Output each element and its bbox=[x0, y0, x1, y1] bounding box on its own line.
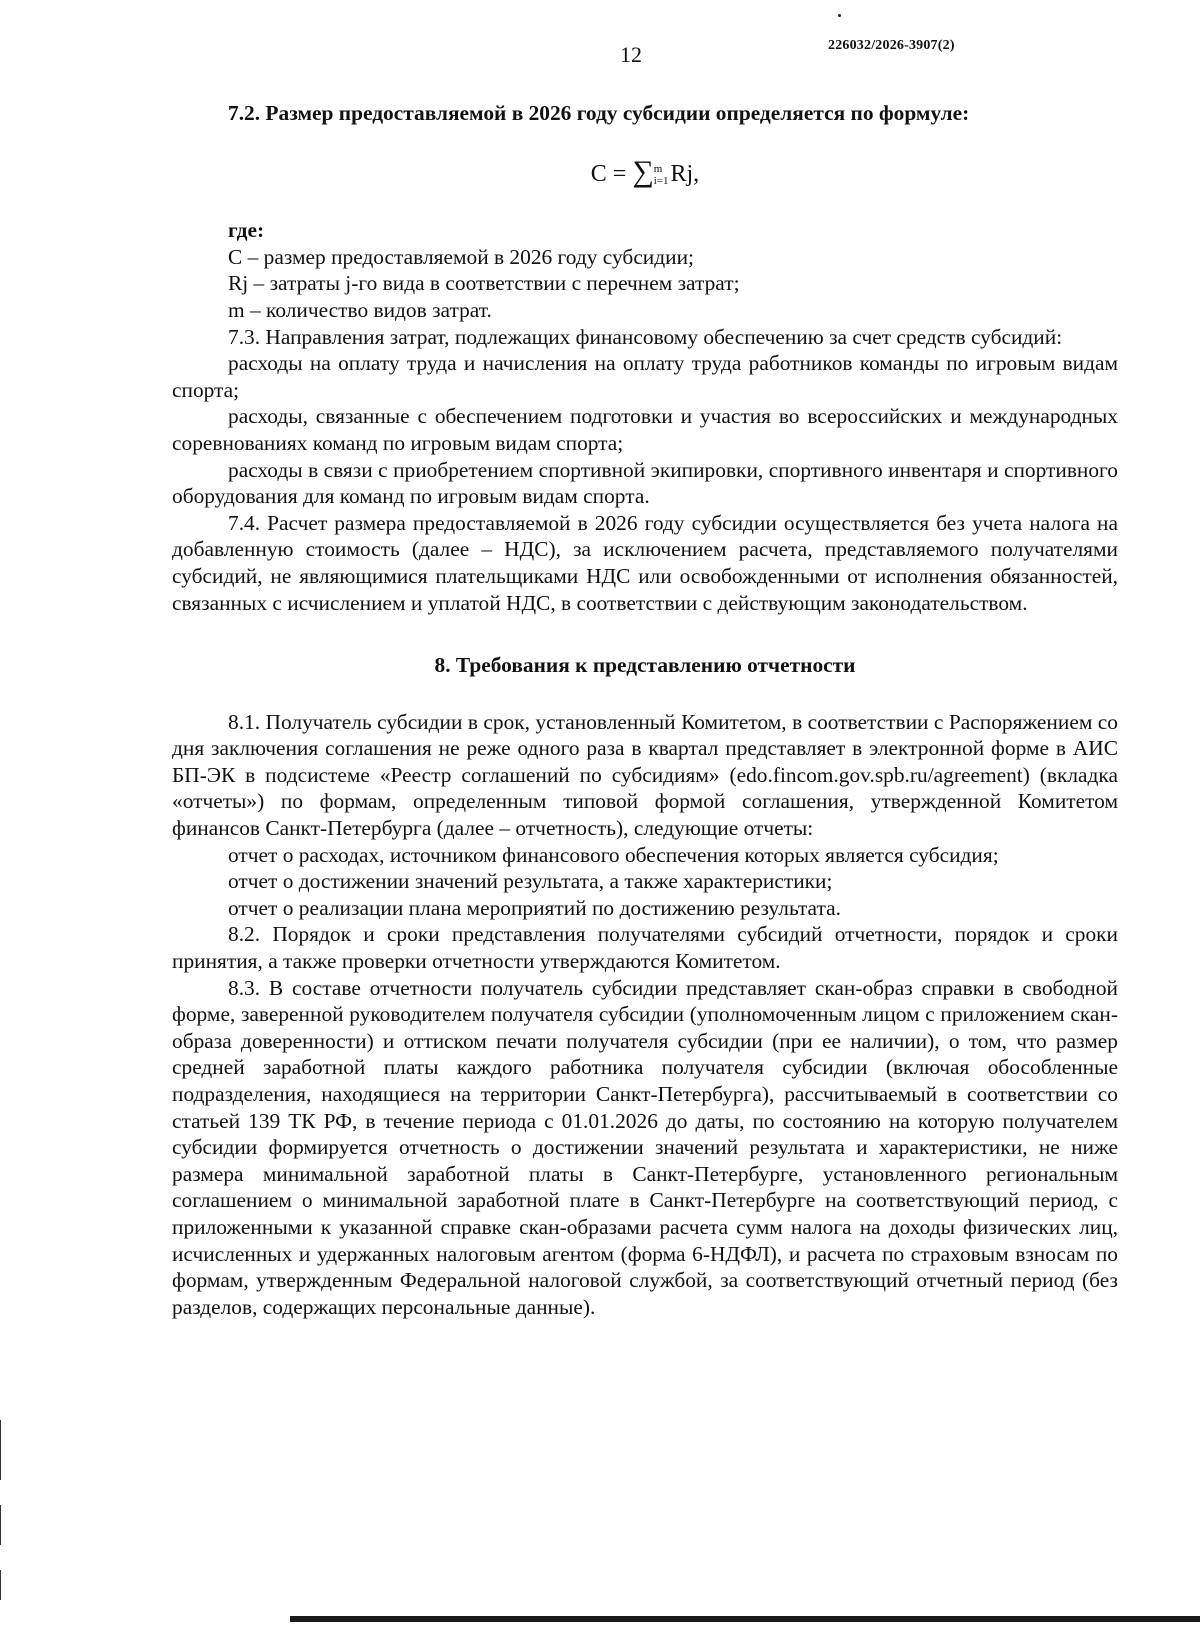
document-code: 226032/2026-3907(2) bbox=[828, 38, 955, 53]
subsidy-formula bbox=[172, 154, 1118, 188]
report-item-3: отчет о реализации плана мероприятий по достижению результата. bbox=[228, 895, 841, 920]
expense-item-2: расходы, связанные с обеспечением подготовки и участия во всероссийских и международных соревнованиях команд по игровым видам спорта; bbox=[172, 404, 1118, 455]
report-item-1: отчет о расходах, источником финансового обеспечения которых является субсидия; bbox=[228, 842, 999, 867]
sum-upper-limit: m bbox=[653, 163, 663, 176]
expense-item-1: расходы на оплату труда и начисления на оплату труда работников команды по игровым видам спорта; bbox=[172, 351, 1118, 402]
scan-edge-mark bbox=[0, 1505, 1, 1545]
paragraph-7-3: 7.3. Направления затрат, подлежащих финансовому обеспечению за счет средств субсидий: bbox=[228, 324, 1063, 349]
formula-lhs: C = bbox=[590, 160, 633, 187]
paragraph-7-2: 7.2. Размер предоставляемой в 2026 году субсидии определяется по формуле: bbox=[228, 101, 970, 125]
where-label: где: bbox=[228, 218, 265, 243]
paragraph-7-4: 7.4. Расчет размера предоставляемой в 2026 году субсидии осуществляется без учета налога на добавленную стоимость (далее – НДС), за исключением расчета, представляемого получателями субсидий, не являющимися плательщиками НДС или освобожденными от исполнения обязанностей, связанных с исчислением и уплатой НДС, в соответствии с действующим законодательством. bbox=[172, 510, 1118, 615]
sum-symbol: ∑ bbox=[632, 154, 654, 188]
expense-item-3: расходы в связи с приобретением спортивной экипировки, спортивного инвентаря и спортивного оборудования для команд по игровым видам спорта. bbox=[172, 457, 1118, 509]
definition-rj: Rj – затраты j-го вида в соответствии с перечнем затрат; bbox=[228, 271, 740, 296]
paragraph-8-3: 8.3. В составе отчетности получатель субсидии представляет скан-образ справки в свободной форме, заверенной руководителем получателя субсидии (уполномоченным лицом с приложением скан-образа доверенности) и оттиском печати получателя субсидии (при ее наличии), о том, что размер средней заработной платы каждого работника получателя субсидии (включая обособленные подразделения, находящиеся на территории Санкт-Петербурга), рассчитываемый в соответствии со статьей 139 ТК РФ, в течение периода с 01.01.2026 до даты, по состоянию на которую получателем субсидии формируется отчетность о достижении значений результата и характеристики, не ниже размера минимальной заработной платы в Санкт-Петербурге, установленного региональным соглашением о минимальной заработной плате в Санкт-Петербурге на соответствующий период, с приложенными к указанной справке скан-образами расчета сумм налога на доходы физических лиц, исчисленных и удержанных налоговым агентом (форма 6-НДФЛ), и расчета по страховым взносам по формам, утвержденным Федеральной налоговой службой, за соответствующий отчетный период (без разделов, содержащих персональные данные). bbox=[172, 975, 1118, 1319]
page-number: 12 bbox=[620, 42, 642, 67]
sum-limits bbox=[654, 163, 669, 187]
formula-rhs: Rj, bbox=[670, 160, 700, 187]
sum-lower-limit: i=1 bbox=[653, 175, 669, 188]
paragraph-8-2: 8.2. Порядок и сроки представления получателями субсидий отчетности, порядок и сроки принятия, а также проверки отчетности утверждаются Комитетом. bbox=[172, 922, 1118, 974]
section-8-heading: 8. Требования к представлению отчетности bbox=[434, 653, 856, 678]
scan-edge-mark bbox=[0, 1570, 1, 1600]
paragraph-8-1: 8.1. Получатель субсидии в срок, установленный Комитетом, в соответствии с Распоряжением со дня заключения соглашения не реже одного раза в квартал представляет в электронной форме в АИС БП-ЭК в подсистеме «Реестр соглашений по субсидиям» (edo.fincom.gov.spb.ru/agreement) (вкладка «отчеты») по формам, определенным типовой формой соглашения, утвержденной Комитетом финансов Санкт-Петербурга (далее – отчетность), следующие отчеты: bbox=[172, 709, 1118, 841]
scan-dot bbox=[838, 14, 841, 17]
definition-c: C – размер предоставляемой в 2026 году субсидии; bbox=[228, 244, 694, 269]
scan-bottom-bar bbox=[290, 1616, 1200, 1622]
document-body bbox=[172, 100, 1118, 1320]
report-item-2: отчет о достижении значений результата, а также характеристики; bbox=[228, 869, 833, 894]
definition-m: m – количество видов затрат. bbox=[228, 297, 492, 322]
scan-edge-mark bbox=[0, 1420, 1, 1480]
